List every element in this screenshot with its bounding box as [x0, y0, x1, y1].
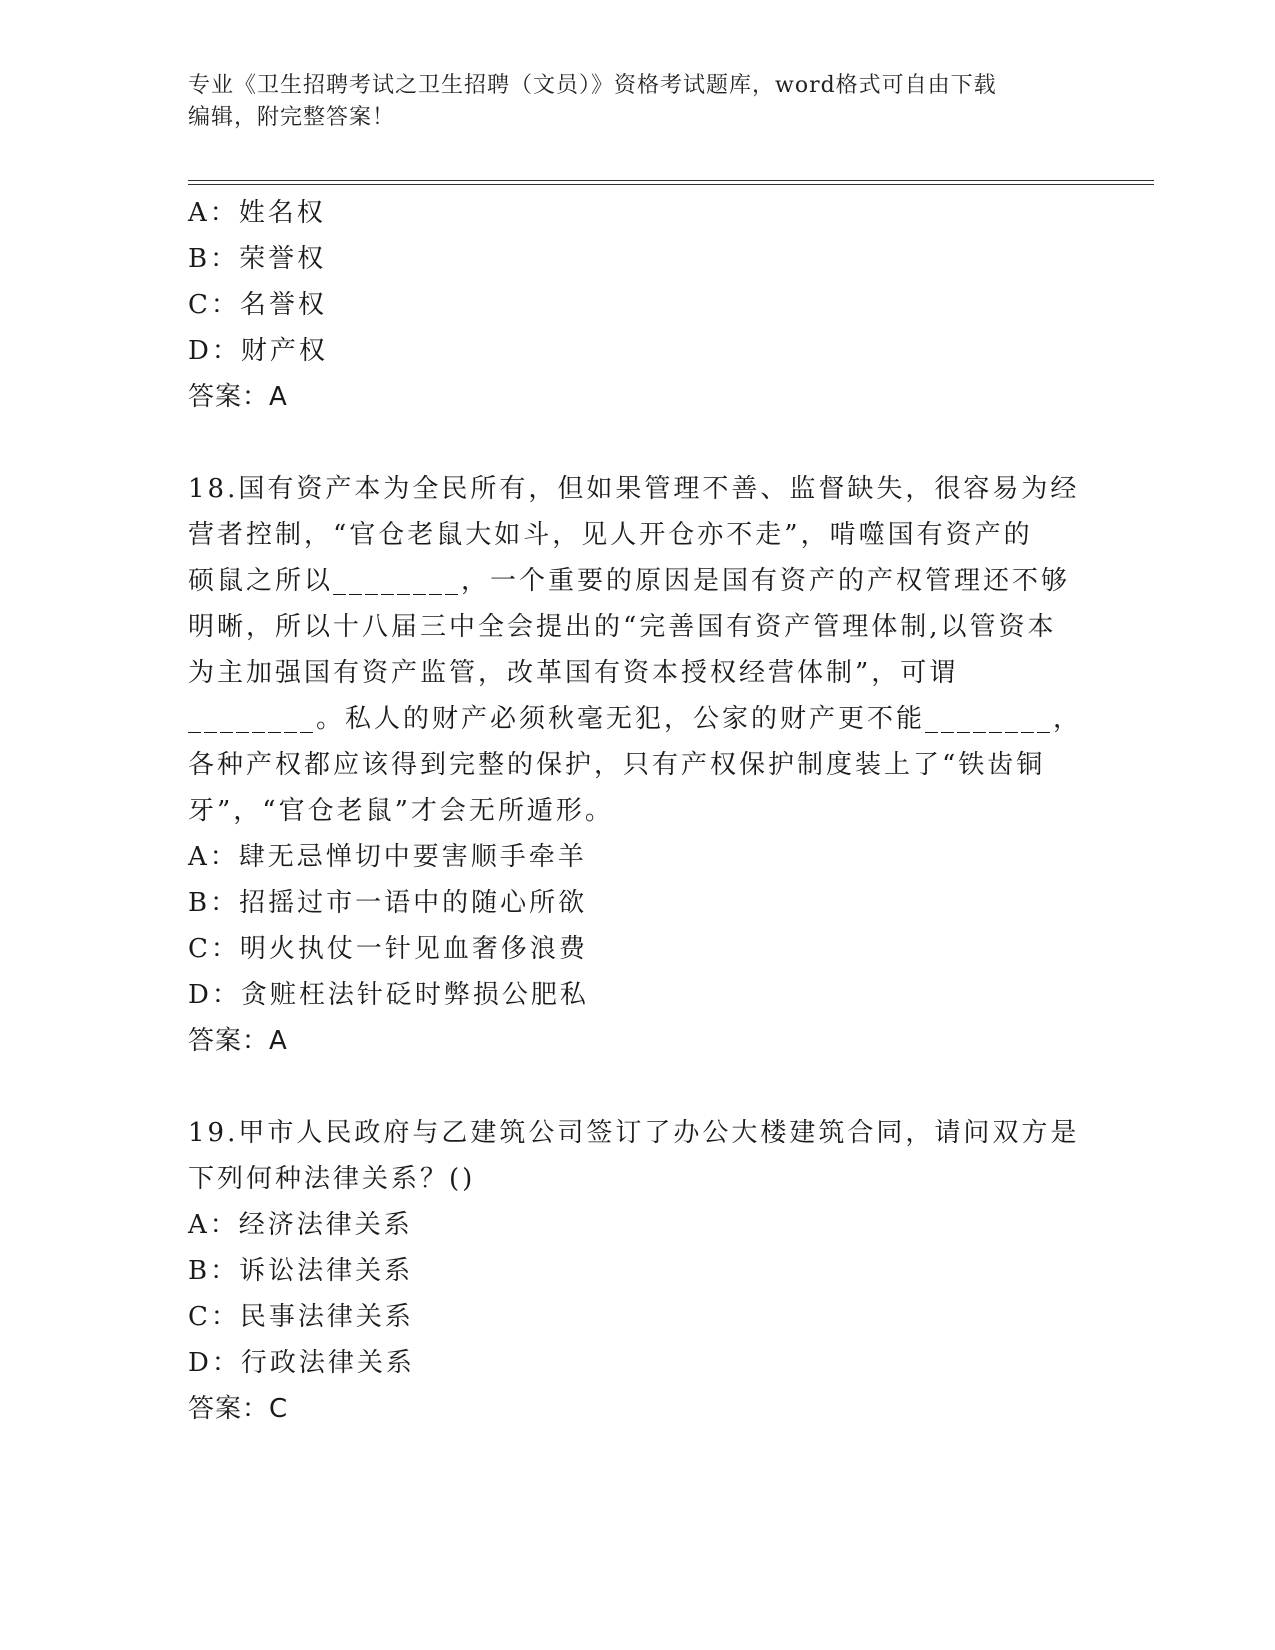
question-18-answer: 答案：A: [188, 1026, 288, 1056]
question-stem-line: 下列何种法律关系？(): [188, 1164, 476, 1194]
question-stem-line: 各种产权都应该得到完整的保护，只有产权保护制度装上了“铁齿铜: [188, 750, 1046, 780]
option-b: B：诉讼法律关系: [188, 1256, 414, 1286]
question-stem-line: 明晰，所以十八届三中全会提出的“完善国有资产管理体制,以管资本: [188, 612, 1057, 642]
header-divider: [188, 180, 1154, 185]
option-b: B：招摇过市一语中的随心所欲: [188, 888, 588, 918]
option-c: C：明火执仗一针见血奢侈浪费: [188, 934, 588, 964]
option-d: D：贪赃枉法针砭时弊损公肥私: [188, 980, 589, 1010]
question-stem-line: 19.甲市人民政府与乙建筑公司签订了办公大楼建筑合同，请问双方是: [188, 1118, 1080, 1148]
question-stem-line: ________。私人的财产必须秋毫无犯，公家的财产更不能________，: [188, 704, 1083, 734]
option-c: C：名誉权: [188, 290, 327, 320]
document-body: [188, 190, 1088, 1432]
question-stem-line: 牙”，“官仓老鼠”才会无所遁形。: [188, 796, 614, 826]
question-stem-line: 硕鼠之所以________，一个重要的原因是国有资产的产权管理还不够: [188, 566, 1071, 596]
question-stem-line: 为主加强国有资产监管，改革国有资本授权经营体制”，可谓: [188, 658, 959, 688]
question-18: [188, 466, 1088, 1064]
option-a: A：姓名权: [188, 198, 326, 228]
question-19-answer: 答案：C: [188, 1394, 289, 1424]
question-stem-line: 营者控制，“官仓老鼠大如斗，见人开仓亦不走”，啃噬国有资产的: [188, 520, 1033, 550]
question-19: [188, 1110, 1088, 1432]
header-line-2: 编辑，附完整答案！: [188, 105, 396, 130]
option-c: C：民事法律关系: [188, 1302, 414, 1332]
question-stem-line: 18.国有资产本为全民所有，但如果管理不善、监督缺失，很容易为经: [188, 474, 1080, 504]
document-header: [188, 70, 1088, 134]
option-b: B：荣誉权: [188, 244, 327, 274]
option-d: D：行政法律关系: [188, 1348, 415, 1378]
option-d: D：财产权: [188, 336, 328, 366]
option-a: A：经济法律关系: [188, 1210, 413, 1240]
question-17-options: [188, 190, 1088, 374]
question-17-answer: 答案：A: [188, 382, 288, 412]
option-a: A：肆无忌惮切中要害顺手牵羊: [188, 842, 587, 872]
header-line-1: 专业《卫生招聘考试之卫生招聘（文员）》资格考试题库，word格式可自由下载: [188, 73, 997, 98]
